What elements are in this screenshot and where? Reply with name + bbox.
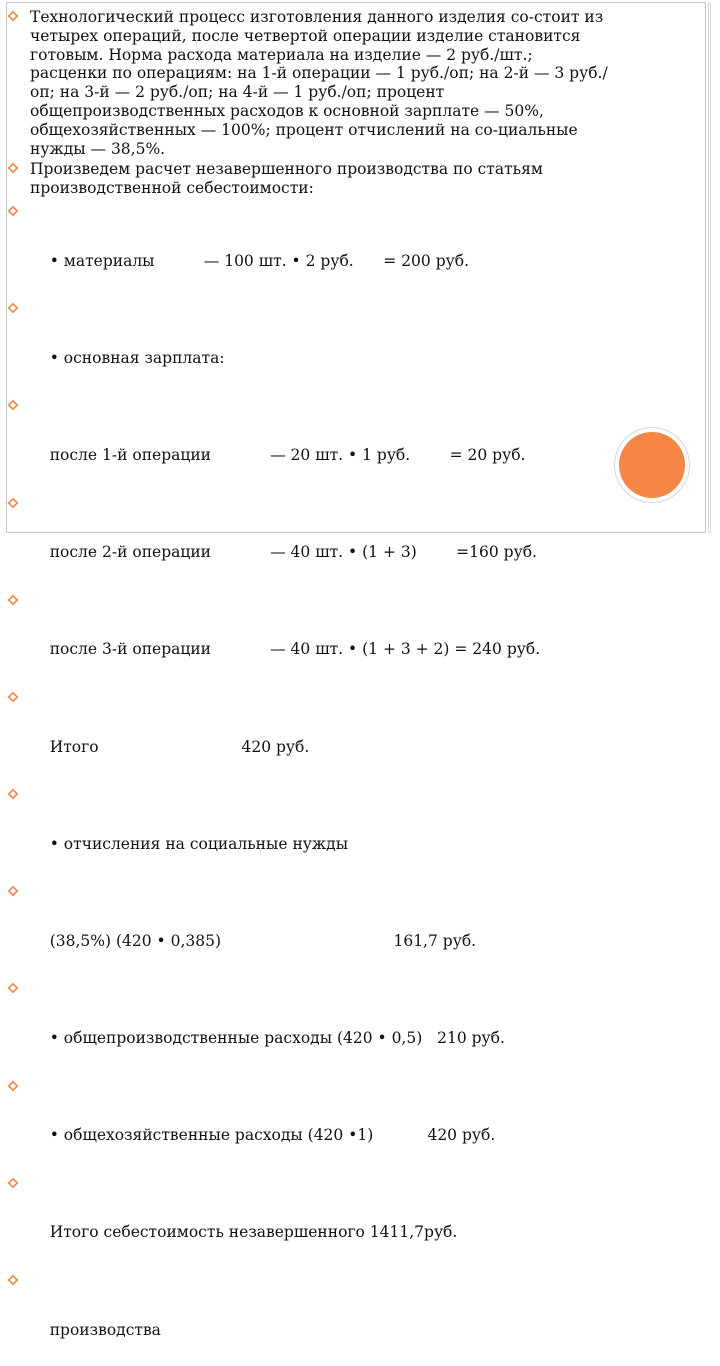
diamond-bullet-icon <box>8 1178 18 1188</box>
list-item-text: • отчисления на социальные нужды <box>49 834 349 853</box>
diamond-bullet-icon <box>8 692 18 702</box>
diamond-bullet-icon <box>8 983 18 993</box>
list-item-text: после 3-й операции — 40 шт. • (1 + 3 + 2) = 240 руб. <box>49 640 541 659</box>
diamond-bullet-icon <box>8 11 18 21</box>
list-item-text: • материалы — 100 шт. • 2 руб. = 200 руб. <box>49 251 470 270</box>
diamond-bullet-icon <box>8 886 18 896</box>
diamond-bullet-icon <box>8 595 18 605</box>
list-item <box>8 492 608 589</box>
slide-edge-bar <box>708 2 711 533</box>
diamond-bullet-icon <box>8 163 18 173</box>
list-item <box>8 1075 608 1172</box>
list-item <box>8 977 608 1074</box>
list-item-text: Произведем расчет незавершенного производства по статьям производственной себестоимости: <box>30 160 543 198</box>
list-item-text: после 1-й операции — 20 шт. • 1 руб. = 20 руб. <box>49 445 526 464</box>
list-item-text: Итого 420 руб. <box>49 737 310 756</box>
list-item-text: производства <box>49 1320 161 1339</box>
list-item-text: (38,5%) (420 • 0,385) 161,7 руб. <box>49 931 477 950</box>
list-item-text: Итого себестоимость незавершенного 1411,7руб. <box>49 1223 458 1242</box>
list-item <box>8 297 608 394</box>
list-item <box>8 1172 608 1269</box>
list-item <box>8 880 608 977</box>
list-item-text: • общепроизводственные расходы (420 • 0,5) 210 руб. <box>49 1029 505 1048</box>
diamond-bullet-icon <box>8 303 18 313</box>
list-item-text: • основная зарплата: <box>49 348 225 367</box>
list-item-text: • общехозяйственные расходы (420 •1) 420 руб. <box>49 1126 496 1145</box>
diamond-bullet-icon <box>8 1275 18 1285</box>
list-item <box>8 8 608 158</box>
list-item <box>8 160 608 198</box>
diamond-bullet-icon <box>8 400 18 410</box>
list-item <box>8 394 608 491</box>
diamond-bullet-icon <box>8 206 18 216</box>
list-item <box>8 200 608 297</box>
diamond-bullet-icon <box>8 498 18 508</box>
diamond-bullet-icon <box>8 1081 18 1091</box>
list-item <box>8 1269 608 1366</box>
list-item-text: после 2-й операции — 40 шт. • (1 + 3) =160 руб. <box>49 543 537 562</box>
list-item-text: Технологический процесс изготовления данного изделия со-стоит из четырех операций, после четвертой операции изделие становится готовым. Норма расхода материала на изделие — 2 руб./шт.; расценки по операциям: на 1-й операции — 1 руб./оп; на 2-й — 3 руб./оп; на 3-й — 2 руб./оп; на 4-й — 1 руб./оп; процент общепроизводственных расходов к основной зарплате — 50%, общехозяйственных — 100%; процент отчислений на со-циальные нужды — 38,5%. <box>30 8 608 158</box>
list-item <box>8 589 608 686</box>
decorative-orange-circle <box>619 432 685 498</box>
list-item <box>8 686 608 783</box>
slide-body <box>8 8 608 1366</box>
list-item <box>8 783 608 880</box>
diamond-bullet-icon <box>8 789 18 799</box>
